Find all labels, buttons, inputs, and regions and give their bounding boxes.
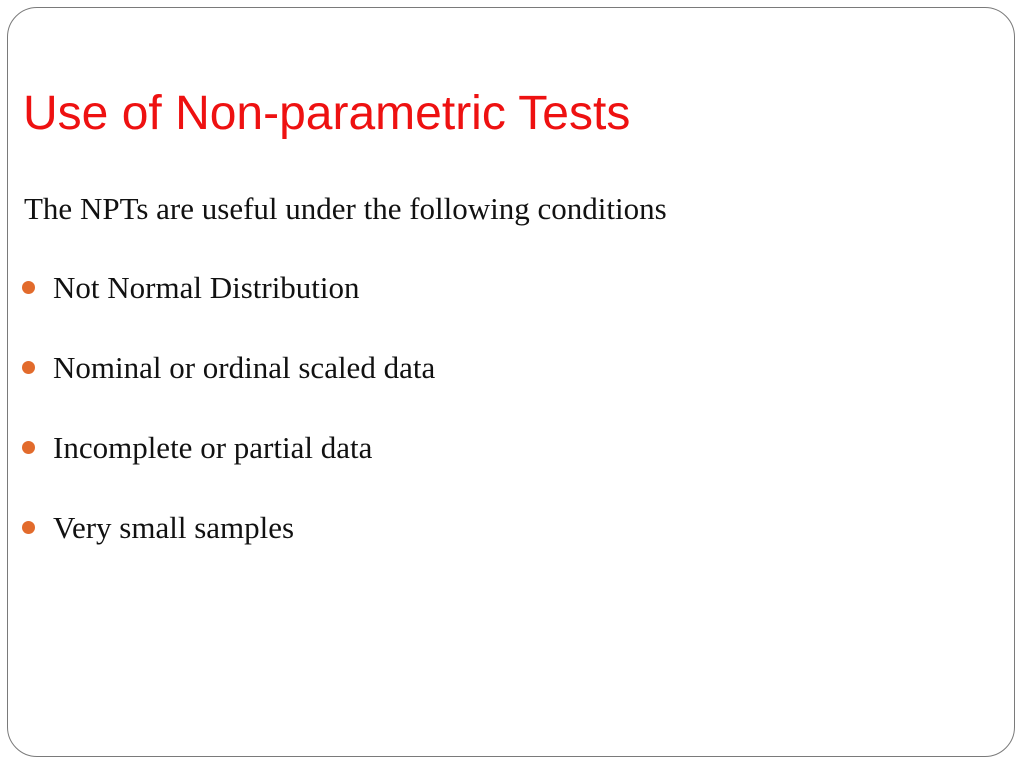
bullet-dot-icon [22,521,35,534]
list-item [22,426,435,506]
bullet-text: Very small samples [53,510,295,545]
list-item [22,346,435,426]
bullet-text: Not Normal Distribution [53,270,360,305]
bullet-dot-icon [22,441,35,454]
list-item [22,506,435,586]
slide-title: Use of Non-parametric Tests [23,87,631,140]
intro-text: The NPTs are useful under the following conditions [24,191,667,226]
bullet-text: Nominal or ordinal scaled data [53,350,436,385]
bullet-text: Incomplete or partial data [53,430,373,465]
bullet-dot-icon [22,281,35,294]
list-item [22,266,435,346]
bullet-list [22,266,435,586]
bullet-dot-icon [22,361,35,374]
